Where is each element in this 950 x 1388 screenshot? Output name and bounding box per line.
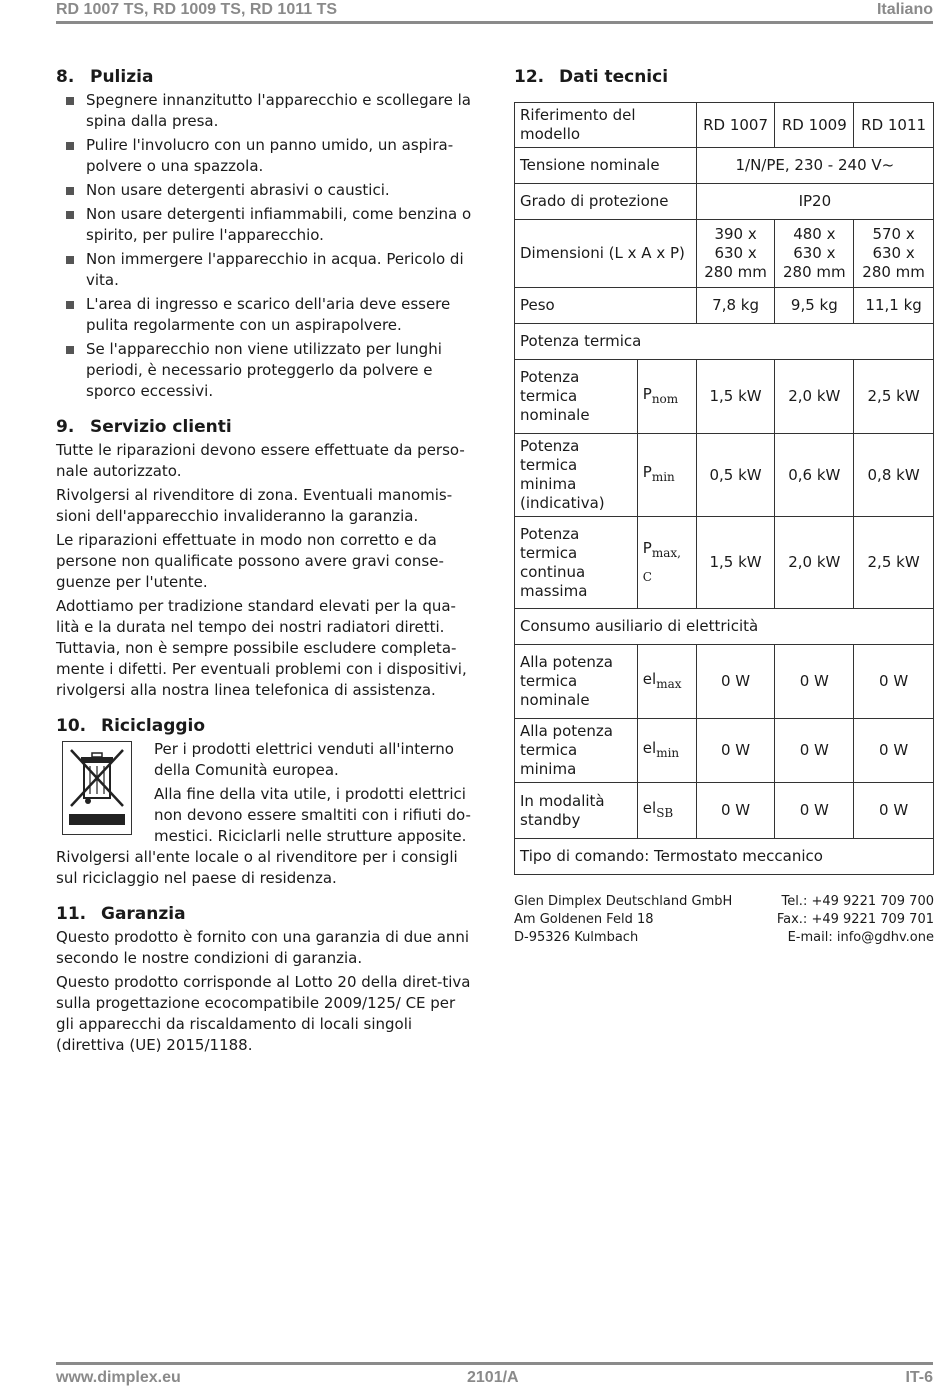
table-cell: 2,0 kW (775, 517, 854, 609)
list-item: Spegnere innanzitutto l'apparecchio e scollegare la spina dalla presa. (56, 90, 476, 132)
table-cell: 0 W (854, 719, 934, 783)
table-row (515, 783, 934, 839)
table-cell: Potenza termica minima (indicativa) (515, 434, 638, 517)
table-cell: 2,0 kW (775, 360, 854, 434)
table-cell: 0,5 kW (696, 434, 775, 517)
cleaning-list (56, 90, 476, 402)
paragraph: Rivolgersi all'ente locale o al rivenditore per i consigli sul riciclaggio nel paese di residenza. (56, 848, 458, 887)
bullet-square-icon (66, 301, 74, 309)
table-cell: 0,6 kW (775, 434, 854, 517)
table-cell: Potenza termica (515, 324, 934, 360)
table-cell: $el_{max}$ (637, 645, 696, 719)
table-cell: $el_{min}$ (637, 719, 696, 783)
bullet-square-icon (66, 187, 74, 195)
section-customer-service (56, 416, 476, 701)
city: D-95326 Kulmbach (514, 930, 639, 945)
bullet-square-icon (66, 97, 74, 105)
table-cell: In modalità standby (515, 783, 638, 839)
table-cell: 390 x 630 x 280 mm (696, 220, 775, 288)
table-cell: 2,5 kW (854, 360, 934, 434)
table-cell: 11,1 kg (854, 288, 934, 324)
table-cell: 0 W (696, 719, 775, 783)
technical-data-table (514, 102, 934, 875)
table-cell: 1/N/PE, 230 - 240 V~ (696, 148, 933, 184)
table-cell: 0 W (696, 645, 775, 719)
table-cell: 9,5 kg (775, 288, 854, 324)
table-row (515, 434, 934, 517)
list-item: Pulire l'involucro con un panno umido, un aspira-polvere o una spazzola. (56, 135, 476, 177)
section-heading: 12. Dati tecnici (514, 67, 669, 87)
table-cell: RD 1009 (775, 103, 854, 148)
table-row (515, 645, 934, 719)
table-cell: Riferimento del modello (515, 103, 697, 148)
table-cell: Potenza termica nominale (515, 360, 638, 434)
table-row (515, 288, 934, 324)
paragraph: Per i prodotti elettrici venduti all'interno della Comunità europea. (154, 740, 454, 779)
section-recycling (56, 715, 476, 889)
table-cell: 0 W (854, 645, 934, 719)
table-cell: 480 x 630 x 280 mm (775, 220, 854, 288)
table-row (515, 609, 934, 645)
table-cell: $P_{max, C}$ (637, 517, 696, 609)
table-cell: 7,8 kg (696, 288, 775, 324)
table-cell: 1,5 kW (696, 517, 775, 609)
paragraph: Adottiamo per tradizione standard elevati per la qua-lità e la durata nel tempo dei nostri radiatori diretti. Tuttavia, non è sempre possibile escludere completa-mente i difetti. Per eventuali problemi con i dispositivi, rivolgersi alla nostra linea telefonica di assistenza. (56, 597, 467, 699)
section-heading: 10. Riciclaggio (56, 716, 206, 736)
list-item: Non immergere l'apparecchio in acqua. Pericolo di vita. (56, 249, 476, 291)
bullet-square-icon (66, 346, 74, 354)
email: E-mail: info@gdhv.one (787, 930, 934, 945)
table-cell: 0 W (854, 783, 934, 839)
table-row (515, 719, 934, 783)
paragraph: Le riparazioni effettuate in modo non corretto e da persone non qualificate possono avere gravi conse-guenze per l'utente. (56, 531, 444, 591)
table-cell: 0 W (775, 719, 854, 783)
section-warranty (56, 903, 476, 1056)
fax: Fax.: +49 9221 709 701 (776, 912, 934, 927)
table-cell: RD 1011 (854, 103, 934, 148)
table-cell: 0 W (775, 783, 854, 839)
footer-website: www.dimplex.eu (56, 1369, 181, 1386)
table-cell: Tensione nominale (515, 148, 697, 184)
list-item: Se l'apparecchio non viene utilizzato per lunghi periodi, è necessario proteggerlo da polvere e sporco eccessivi. (56, 339, 476, 402)
table-row (515, 517, 934, 609)
paragraph: Questo prodotto è fornito con una garanzia di due anni secondo le nostre condizioni di garanzia. (56, 928, 470, 967)
table-cell: Consumo ausiliario di elettricità (515, 609, 934, 645)
table-cell: Peso (515, 288, 697, 324)
table-cell: RD 1007 (696, 103, 775, 148)
phone: Tel.: +49 9221 709 700 (781, 894, 934, 909)
header-language: Italiano (876, 1, 933, 18)
footer-doc-code: 2101/A (467, 1369, 519, 1386)
right-column (514, 66, 934, 947)
contact-block (514, 893, 934, 947)
company-name: Glen Dimplex Deutschland GmbH (514, 894, 733, 909)
table-cell: $P_{min}$ (637, 434, 696, 517)
bullet-square-icon (66, 142, 74, 150)
table-cell: Alla potenza termica minima (515, 719, 638, 783)
table-row (515, 220, 934, 288)
section-heading: 9. Servizio clienti (56, 417, 232, 437)
street: Am Goldenen Feld 18 (514, 912, 654, 927)
table-cell: $P_{nom}$ (637, 360, 696, 434)
table-cell: 0,8 kW (854, 434, 934, 517)
table-row (515, 360, 934, 434)
crossed-out-wheelie-bin-icon (62, 741, 132, 835)
bullet-square-icon (66, 256, 74, 264)
table-cell: Alla potenza termica nominale (515, 645, 638, 719)
company-contacts (777, 893, 934, 947)
list-item: L'area di ingresso e scarico dell'aria deve essere pulita regolarmente con un aspirapolvere. (56, 294, 476, 336)
table-row (515, 148, 934, 184)
table-cell: IP20 (696, 184, 933, 220)
table-cell: 2,5 kW (854, 517, 934, 609)
paragraph: Rivolgersi al rivenditore di zona. Eventuali manomis-sioni dell'apparecchio invalideranno la garanzia. (56, 486, 453, 525)
page-footer (56, 1362, 933, 1388)
table-cell: Dimensioni (L x A x P) (515, 220, 697, 288)
table-cell: 0 W (775, 645, 854, 719)
paragraph: Alla fine della vita utile, i prodotti elettrici non devono essere smaltiti con i rifiuti do-mestici. Riciclarli nelle strutture apposite. (154, 785, 471, 845)
left-column (56, 66, 476, 1070)
company-address (514, 893, 732, 947)
page-header (56, 0, 933, 24)
bullet-square-icon (66, 211, 74, 219)
section-heading: 8. Pulizia (56, 67, 154, 87)
section-cleaning (56, 66, 476, 402)
paragraph: Questo prodotto corrisponde al Lotto 20 della diret-tiva sulla progettazione ecocompatibile 2009/125/ CE per gli apparecchi da riscaldamento di locali singoli (direttiva (UE) 2015/1188. (56, 973, 471, 1054)
section-heading: 11. Garanzia (56, 904, 186, 924)
table-cell: Potenza termica continua massima (515, 517, 638, 609)
table-row (515, 103, 934, 148)
table-row (515, 324, 934, 360)
recycling-text (154, 739, 476, 847)
list-item: Non usare detergenti infiammabili, come benzina o spirito, per pulire l'apparecchio. (56, 204, 476, 246)
table-cell: 0 W (696, 783, 775, 839)
table-cell: 1,5 kW (696, 360, 775, 434)
table-row (515, 184, 934, 220)
list-item: Non usare detergenti abrasivi o caustici. (56, 180, 476, 201)
header-models: RD 1007 TS, RD 1009 TS, RD 1011 TS (56, 1, 338, 18)
footer-page-number: IT-6 (905, 1369, 933, 1386)
recycling-block (56, 739, 476, 847)
table-cell: Grado di protezione (515, 184, 697, 220)
table-row (515, 839, 934, 875)
table-cell: 570 x 630 x 280 mm (854, 220, 934, 288)
table-cell: $el_{SB}$ (637, 783, 696, 839)
table-cell: Tipo di comando: Termostato meccanico (515, 839, 934, 875)
paragraph: Tutte le riparazioni devono essere effettuate da perso-nale autorizzato. (56, 441, 465, 480)
